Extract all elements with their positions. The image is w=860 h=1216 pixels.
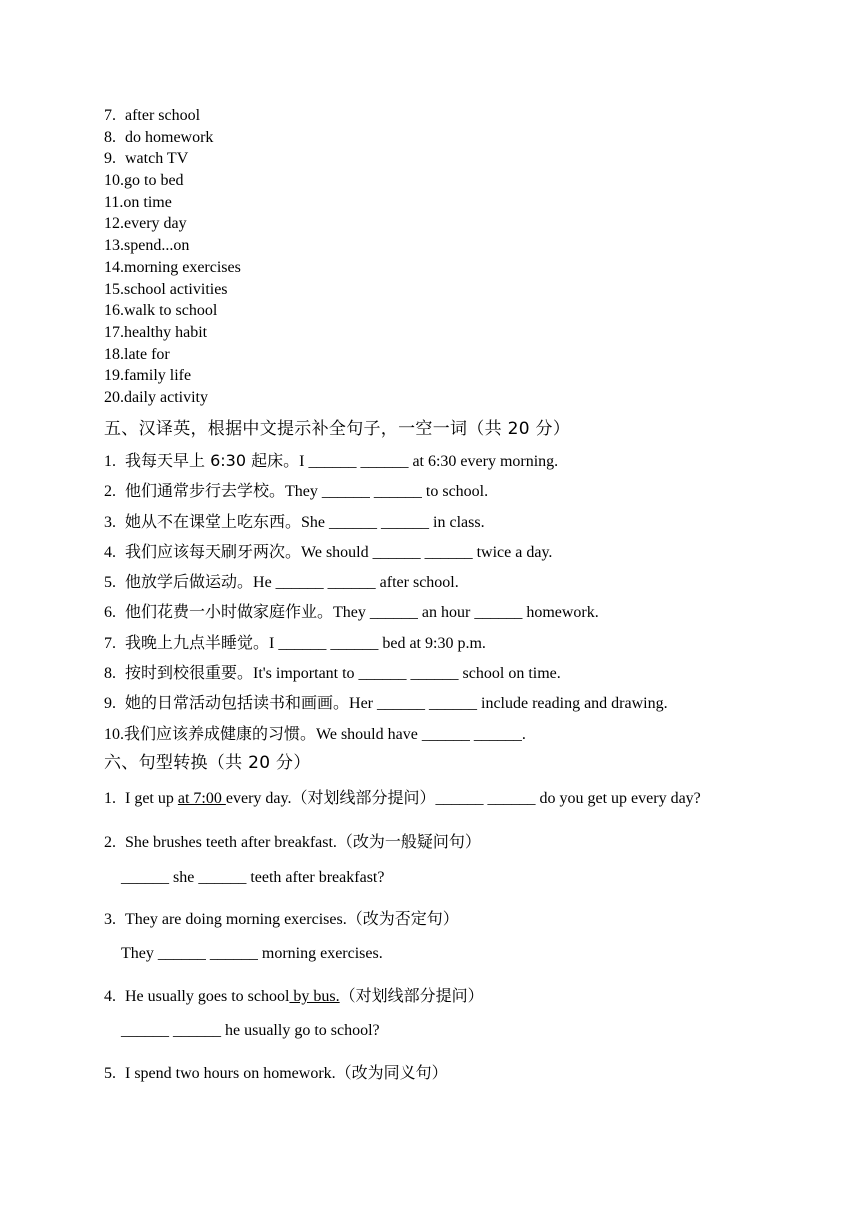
translation-item — [104, 688, 668, 718]
vocab-phrase: every day — [124, 215, 187, 233]
vocab-number: 15. — [104, 280, 124, 298]
transform-question-1 — [104, 785, 701, 808]
vocab-item — [104, 170, 241, 192]
vocab-phrase: go to bed — [124, 172, 184, 190]
vocab-phrase: watch TV — [125, 150, 189, 168]
question-number: 5. — [104, 1065, 116, 1082]
vocab-item — [104, 213, 241, 235]
vocab-item — [104, 127, 241, 149]
instruction: （改为否定句） — [346, 909, 459, 928]
question-text: They are doing morning exercises. — [125, 911, 347, 928]
item-number: 7. — [104, 634, 116, 652]
vocab-number: 10. — [104, 172, 124, 190]
item-number: 1. — [104, 453, 116, 470]
item-number: 4. — [104, 543, 116, 561]
vocab-phrase: morning exercises — [124, 258, 241, 276]
vocab-number: 8. — [104, 128, 116, 146]
instruction: （对划线部分提问） — [291, 788, 436, 807]
answer-line-3: They ______ ______ morning exercises. — [121, 945, 383, 962]
translation-item — [104, 567, 668, 597]
item-number: 8. — [104, 665, 116, 683]
english-sentence-with-blanks: He ______ ______ after school. — [253, 574, 459, 592]
english-sentence-with-blanks: Her ______ ______ include reading and drawing. — [349, 695, 668, 713]
vocab-number: 13. — [104, 237, 124, 255]
answer-line-4: ______ ______ he usually go to school? — [121, 1022, 380, 1039]
vocab-list — [104, 105, 241, 409]
vocab-number: 12. — [104, 215, 124, 233]
vocab-item — [104, 387, 241, 409]
instruction: （对划线部分提问） — [339, 986, 484, 1005]
vocab-item — [104, 105, 241, 127]
vocab-phrase: healthy habit — [124, 323, 208, 341]
chinese-prompt: 她从不在课堂上吃东西。 — [125, 511, 302, 531]
english-sentence-with-blanks: We should ______ ______ twice a day. — [301, 543, 553, 561]
transform-question-3 — [104, 906, 459, 929]
section-6-heading: 六、句型转换（共 20 分） — [104, 753, 311, 773]
translation-item — [104, 628, 668, 658]
item-number: 5. — [104, 574, 116, 592]
answer-line-2: ______ she ______ teeth after breakfast? — [121, 869, 385, 886]
vocab-number: 17. — [104, 323, 124, 341]
vocab-item — [104, 257, 241, 279]
vocab-phrase: spend...on — [124, 237, 190, 255]
vocab-number: 20. — [104, 388, 124, 406]
english-sentence-with-blanks: It's important to ______ ______ school on time. — [253, 665, 561, 683]
vocab-item — [104, 279, 241, 301]
item-number: 10. — [104, 725, 124, 743]
vocab-phrase: family life — [124, 367, 192, 385]
vocab-item — [104, 235, 241, 257]
chinese-prompt: 她的日常活动包括读书和画画。 — [125, 693, 350, 713]
vocab-phrase: on time — [123, 193, 172, 211]
chinese-prompt: 他放学后做运动。 — [125, 572, 254, 592]
chinese-prompt: 我们应该养成健康的习惯。 — [124, 723, 317, 743]
transform-question-2 — [104, 829, 481, 852]
item-number: 9. — [104, 695, 116, 713]
vocab-number: 14. — [104, 258, 124, 276]
question-text: I spend two hours on homework. — [125, 1065, 336, 1082]
vocab-item — [104, 300, 241, 322]
question-text-rest: every day. — [225, 790, 292, 807]
question-text: She brushes teeth after breakfast. — [125, 834, 337, 851]
vocab-phrase: after school — [125, 107, 201, 124]
question-text: He usually goes to school — [125, 988, 290, 1005]
chinese-prompt: 我每天早上 6:30 起床。 — [125, 451, 300, 470]
section-5-heading: 五、汉译英，根据中文提示补全句子，一空一词（共 20 分） — [104, 419, 571, 439]
vocab-item — [104, 344, 241, 366]
question-number: 2. — [104, 834, 116, 851]
translation-item — [104, 719, 668, 749]
item-number: 3. — [104, 513, 116, 531]
vocab-phrase: walk to school — [124, 302, 218, 320]
question-number: 3. — [104, 911, 116, 928]
vocab-number: 16. — [104, 302, 124, 320]
english-sentence-with-blanks: They ______ an hour ______ homework. — [333, 604, 599, 622]
vocab-number: 9. — [104, 150, 116, 168]
question-text: I get up — [125, 790, 178, 807]
english-sentence-with-blanks: We should have ______ ______. — [316, 725, 526, 743]
chinese-prompt: 他们花费一小时做家庭作业。 — [125, 602, 334, 622]
transform-question-4 — [104, 983, 484, 1006]
underlined-phrase: at 7:00 — [177, 790, 226, 807]
instruction: （改为同义句） — [335, 1063, 448, 1082]
vocab-phrase: daily activity — [124, 388, 208, 406]
translation-item — [104, 537, 668, 567]
vocab-number: 7. — [104, 107, 116, 124]
vocab-phrase: late for — [124, 345, 170, 363]
transform-question-5 — [104, 1060, 448, 1083]
vocab-item — [104, 192, 241, 214]
translation-item — [104, 658, 668, 688]
underlined-phrase: by bus. — [289, 988, 340, 1005]
chinese-prompt: 按时到校很重要。 — [125, 663, 254, 683]
translation-item — [104, 476, 668, 506]
answer-blank-line: ______ ______ do you get up every day? — [435, 790, 701, 807]
translation-item — [104, 507, 668, 537]
chinese-prompt: 他们通常步行去学校。 — [125, 481, 286, 501]
english-sentence-with-blanks: They ______ ______ to school. — [285, 483, 489, 501]
vocab-item — [104, 148, 241, 170]
translation-questions — [104, 446, 668, 749]
item-number: 2. — [104, 483, 116, 501]
english-sentence-with-blanks: I ______ ______ at 6:30 every morning. — [299, 453, 559, 470]
translation-item — [104, 597, 668, 627]
vocab-item — [104, 322, 241, 344]
question-number: 4. — [104, 988, 116, 1005]
english-sentence-with-blanks: She ______ ______ in class. — [301, 513, 485, 531]
chinese-prompt: 我们应该每天刷牙两次。 — [125, 541, 302, 561]
question-number: 1. — [104, 790, 116, 807]
vocab-number: 19. — [104, 367, 124, 385]
vocab-phrase: do homework — [125, 128, 214, 146]
vocab-item — [104, 365, 241, 387]
vocab-number: 18. — [104, 345, 124, 363]
translation-item — [104, 446, 668, 476]
vocab-phrase: school activities — [124, 280, 228, 298]
item-number: 6. — [104, 604, 116, 622]
instruction: （改为一般疑问句） — [336, 832, 481, 851]
chinese-prompt: 我晚上九点半睡觉。 — [125, 632, 270, 652]
english-sentence-with-blanks: I ______ ______ bed at 9:30 p.m. — [269, 634, 486, 652]
vocab-number: 11. — [104, 193, 124, 211]
